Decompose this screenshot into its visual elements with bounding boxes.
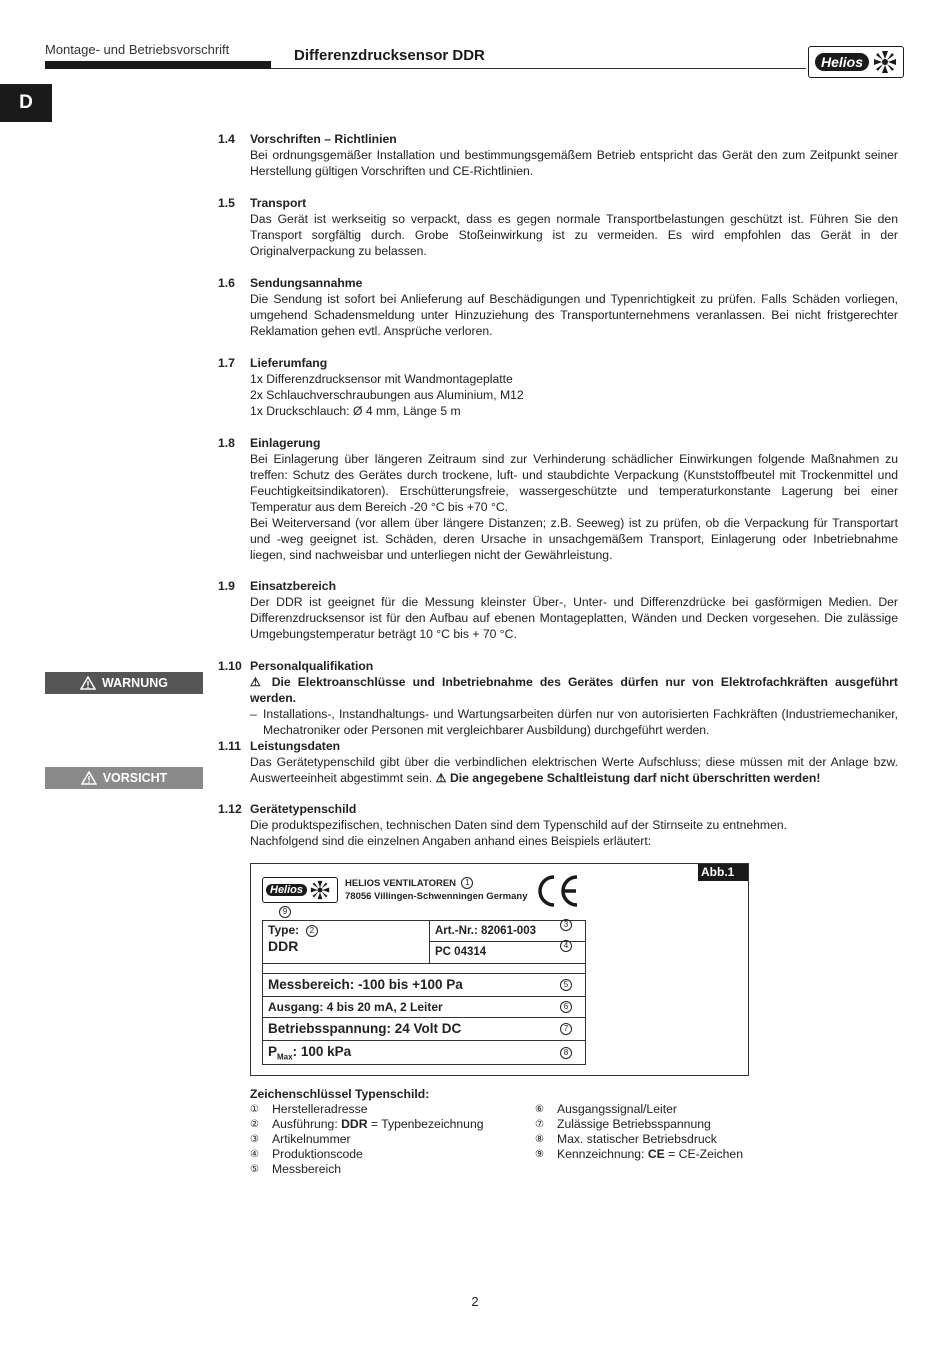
section-number: 1.9 — [218, 579, 235, 593]
warning-badge — [45, 672, 203, 694]
plate-table — [262, 920, 586, 1065]
legend-text: Artikelnummer — [272, 1132, 351, 1146]
page-number: 2 — [471, 1294, 479, 1309]
legend-text: Produktionscode — [272, 1147, 363, 1161]
legend-item — [535, 1117, 743, 1132]
type-cell — [263, 921, 430, 963]
doc-title: Differenzdrucksensor DDR — [294, 47, 485, 64]
callout-1: 1 — [461, 877, 473, 889]
callout-7: 7 — [560, 1023, 572, 1035]
list-text: Installations-, Instandhaltungs- und Wartungsarbeiten dürfen nur von autorisierten Fachkräften (Industriemechaniker, Mechatroniker oder Personen mit vergleichbarer Ausbildung) durchgeführt werden. — [263, 707, 898, 737]
section-text: Bei ordnungsgemäßer Installation und bestimmungsgemäßem Betrieb entspricht das Gerät den zum Zeitpunkt seiner Herstellung gültigen Vorschriften und CE-Richtlinien. — [250, 148, 898, 178]
legend-bold: DDR — [341, 1117, 368, 1131]
section-text: Die produktspezifischen, technischen Daten sind dem Typenschild auf der Stirnseite zu entnehmen. — [250, 818, 788, 832]
legend-item — [535, 1102, 743, 1117]
plate-row-voltage — [263, 1018, 585, 1041]
legend-text: Zulässige Betriebsspannung — [557, 1117, 711, 1131]
legend-text: Messbereich — [272, 1162, 342, 1176]
plate-row-pmax — [263, 1041, 585, 1064]
plate-spacer — [263, 964, 585, 974]
section-text: Das Gerät ist werkseitig so verpackt, dass es gegen normale Transportbelastungen geschützt ist. Führen Sie den Transport sorgfältig durch. Grobe Stoßeinwirkung ist zu vermeiden. Es wird empfohlen das Gerät in der Originalverpackung zu belassen. — [250, 212, 898, 258]
section-text-2: Nachfolgend sind die einzelnen Angaben anhand eines Beispiels erläutert: — [250, 834, 652, 848]
figure-label: Abb.1 — [698, 864, 748, 881]
section-title: Gerätetypenschild — [250, 802, 357, 816]
maker-address: 78056 Villingen-Schwenningen Germany — [345, 891, 528, 902]
warning-icon: ⚠ — [435, 771, 447, 785]
callout-2: 2 — [306, 925, 318, 937]
warning-label: WARNUNG — [102, 676, 168, 690]
type-value: DDR — [268, 938, 299, 954]
section-number: 1.10 — [218, 659, 242, 673]
section-text: Der DDR ist geeignet für die Messung kleinster Über-, Unter- und Differenzdrücke bei gasförmigen Medien. Der Differenzdrucksensor ist für den Aufbau auf ebenen Montageplatten, Wänden und Decken vorgesehen. Die zulässige Umgebungstemperatur beträgt 10 °C bis + 70 °C. — [250, 595, 898, 641]
section-1-10 — [218, 658, 898, 738]
legend-text: Herstelleradresse — [272, 1102, 368, 1116]
legend-item — [250, 1102, 484, 1117]
legend-bold: CE — [647, 1147, 665, 1161]
legend-number: ④ — [250, 1149, 259, 1160]
pmax-subscript: Max — [277, 1052, 293, 1062]
type-plate-figure — [250, 863, 749, 1076]
operating-voltage: Betriebsspannung: 24 Volt DC — [268, 1021, 462, 1036]
section-1-9 — [218, 578, 898, 642]
section-text: Bei Einlagerung über längeren Zeitraum sind zur Verhinderung schädlicher Einwirkungen folgende Maßnahmen zu treffen: Schutz des Gerätes durch trockene, luft- und staubdichte Verpackung (Kunststoffbeutel mit Trockenmittel und Feuchtigkeitsindikatoren). Erschütterungsfreie, wassergeschützte und temperaturkonstante Lagerung bei einer Temperatur aus dem Bereich -20 °C bis +70 °C. — [250, 452, 898, 514]
section-1-6 — [218, 275, 898, 339]
legend-left — [250, 1102, 484, 1177]
section-sentence: Das Gerätetypenschild gibt über die verbindlichen elektrischen Werte Aufschluss; diese müssen mit der Anlage bzw. Auswerteeinheit abgestimmt sein. — [250, 755, 898, 785]
legend-number: ③ — [250, 1134, 259, 1145]
language-tab: D — [0, 84, 52, 122]
header-bar — [45, 61, 271, 69]
section-title: Leistungsdaten — [250, 739, 341, 753]
section-number: 1.11 — [218, 739, 242, 753]
section-number: 1.8 — [218, 436, 235, 450]
section-text — [250, 754, 898, 786]
section-text: Die Sendung ist sofort bei Anlieferung auf Beschädigungen und Typenrichtigkeit zu prüfen. Falls Schäden vorliegen, umgehend Schadensmeldung unter Hinzuziehung des Transportunternehmens veranlassen. Bei nicht fristgerechter Reklamation gehen evtl. Ansprüche verloren. — [250, 292, 898, 338]
legend-text: Ausgangssignal/Leiter — [557, 1102, 677, 1116]
production-code: PC 04314 — [435, 946, 487, 958]
legend-number: ⑦ — [535, 1119, 544, 1130]
callout-5: 5 — [560, 979, 572, 991]
fan-icon — [873, 50, 897, 74]
type-label: Type: — [268, 923, 300, 937]
logo-text: Helios — [815, 53, 869, 71]
legend-item — [535, 1132, 743, 1147]
logo-text: Helios — [266, 884, 307, 896]
legend-item — [250, 1162, 484, 1177]
legend-item — [250, 1147, 484, 1162]
legend-number: ⑤ — [250, 1164, 259, 1175]
warning-icon — [80, 676, 96, 690]
legend-item — [250, 1132, 484, 1147]
plate-row-range — [263, 974, 585, 997]
section-1-11 — [218, 738, 898, 786]
section-1-5 — [218, 195, 898, 259]
legend-right — [535, 1102, 743, 1162]
section-number: 1.5 — [218, 196, 235, 210]
caution-badge — [45, 767, 203, 789]
section-title: Sendungsannahme — [250, 276, 363, 290]
section-title: Einlagerung — [250, 436, 321, 450]
section-title: Lieferumfang — [250, 356, 328, 370]
legend-text: Kennzeichnung: — [557, 1147, 645, 1161]
callout-4: 4 — [560, 940, 572, 952]
legend-number: ⑧ — [535, 1134, 544, 1145]
legend-rest: = CE-Zeichen — [664, 1147, 743, 1161]
callout-6: 6 — [560, 1001, 572, 1013]
fan-icon — [310, 880, 330, 900]
legend-number: ⑨ — [535, 1149, 544, 1160]
plate-logo — [262, 877, 338, 903]
warning-text — [250, 674, 898, 706]
section-1-7 — [218, 355, 898, 419]
section-1-8 — [218, 435, 898, 563]
section-1-4 — [218, 131, 898, 179]
list-item: 2x Schlauchverschraubungen aus Aluminium, M12 — [250, 388, 524, 402]
pmax-symbol: P — [268, 1044, 278, 1059]
legend-number: ⑥ — [535, 1104, 544, 1115]
legend-title: Zeichenschlüssel Typenschild: — [250, 1087, 430, 1101]
section-1-12 — [218, 801, 898, 849]
bold-sentence: Die angegebene Schaltleistung darf nicht überschritten werden! — [449, 771, 821, 785]
article-cell — [430, 921, 585, 963]
legend-text: Max. statischer Betriebsdruck — [557, 1132, 717, 1146]
callout-3: 3 — [560, 919, 572, 931]
callout-8: 8 — [560, 1047, 572, 1059]
maker-name: HELIOS VENTILATOREN — [345, 878, 457, 889]
ce-mark-icon — [534, 874, 580, 908]
section-title: Transport — [250, 196, 307, 210]
header-rule — [271, 68, 806, 69]
warning-icon — [81, 771, 97, 785]
list-item: 1x Druckschlauch: Ø 4 mm, Länge 5 m — [250, 404, 461, 418]
list-item — [250, 706, 898, 738]
output-signal: Ausgang: 4 bis 20 mA, 2 Leiter — [268, 1000, 443, 1014]
section-text-2: Bei Weiterversand (vor allem über längere Distanzen; z.B. Seeweg) ist zu prüfen, ob die Verpackung für Transportart und -weg geeignet ist. Schäden, deren Ursache in unsachgemäßem Transport, Einlagerung oder Inbetriebnahme liegen, sind nachweisbar und unterliegen nicht der Gewährleistung. — [250, 516, 898, 562]
helios-logo — [808, 46, 904, 78]
dash: – — [250, 707, 257, 721]
manufacturer-address — [345, 877, 528, 903]
doc-type: Montage- und Betriebsvorschrift — [45, 42, 230, 57]
legend-number: ① — [250, 1104, 259, 1115]
plate-row-type — [263, 921, 585, 964]
legend-item — [535, 1147, 743, 1162]
section-title: Personalqualifikation — [250, 659, 374, 673]
warning-icon: ⚠ — [250, 675, 265, 689]
section-number: 1.4 — [218, 132, 235, 146]
plate-row-output — [263, 997, 585, 1018]
caution-label: VORSICHT — [102, 771, 168, 785]
section-number: 1.7 — [218, 356, 235, 370]
article-number: Art.-Nr.: 82061-003 — [435, 925, 536, 937]
legend-text: Ausführung: — [272, 1117, 338, 1131]
list-item: 1x Differenzdrucksensor mit Wandmontageplatte — [250, 372, 513, 386]
section-number: 1.12 — [218, 802, 242, 816]
legend-rest: = Typenbezeichnung — [367, 1117, 484, 1131]
legend-number: ② — [250, 1119, 259, 1130]
section-title: Einsatzbereich — [250, 579, 337, 593]
pmax-value: : 100 kPa — [292, 1044, 352, 1059]
legend-item — [250, 1117, 484, 1132]
section-number: 1.6 — [218, 276, 235, 290]
measuring-range: Messbereich: -100 bis +100 Pa — [268, 977, 463, 992]
callout-9: 9 — [279, 906, 291, 918]
warning-sentence: Die Elektroanschlüsse und Inbetriebnahme des Gerätes dürfen nur von Elektrofachkräften ausgeführt werden. — [250, 675, 898, 705]
section-title: Vorschriften – Richtlinien — [250, 132, 397, 146]
